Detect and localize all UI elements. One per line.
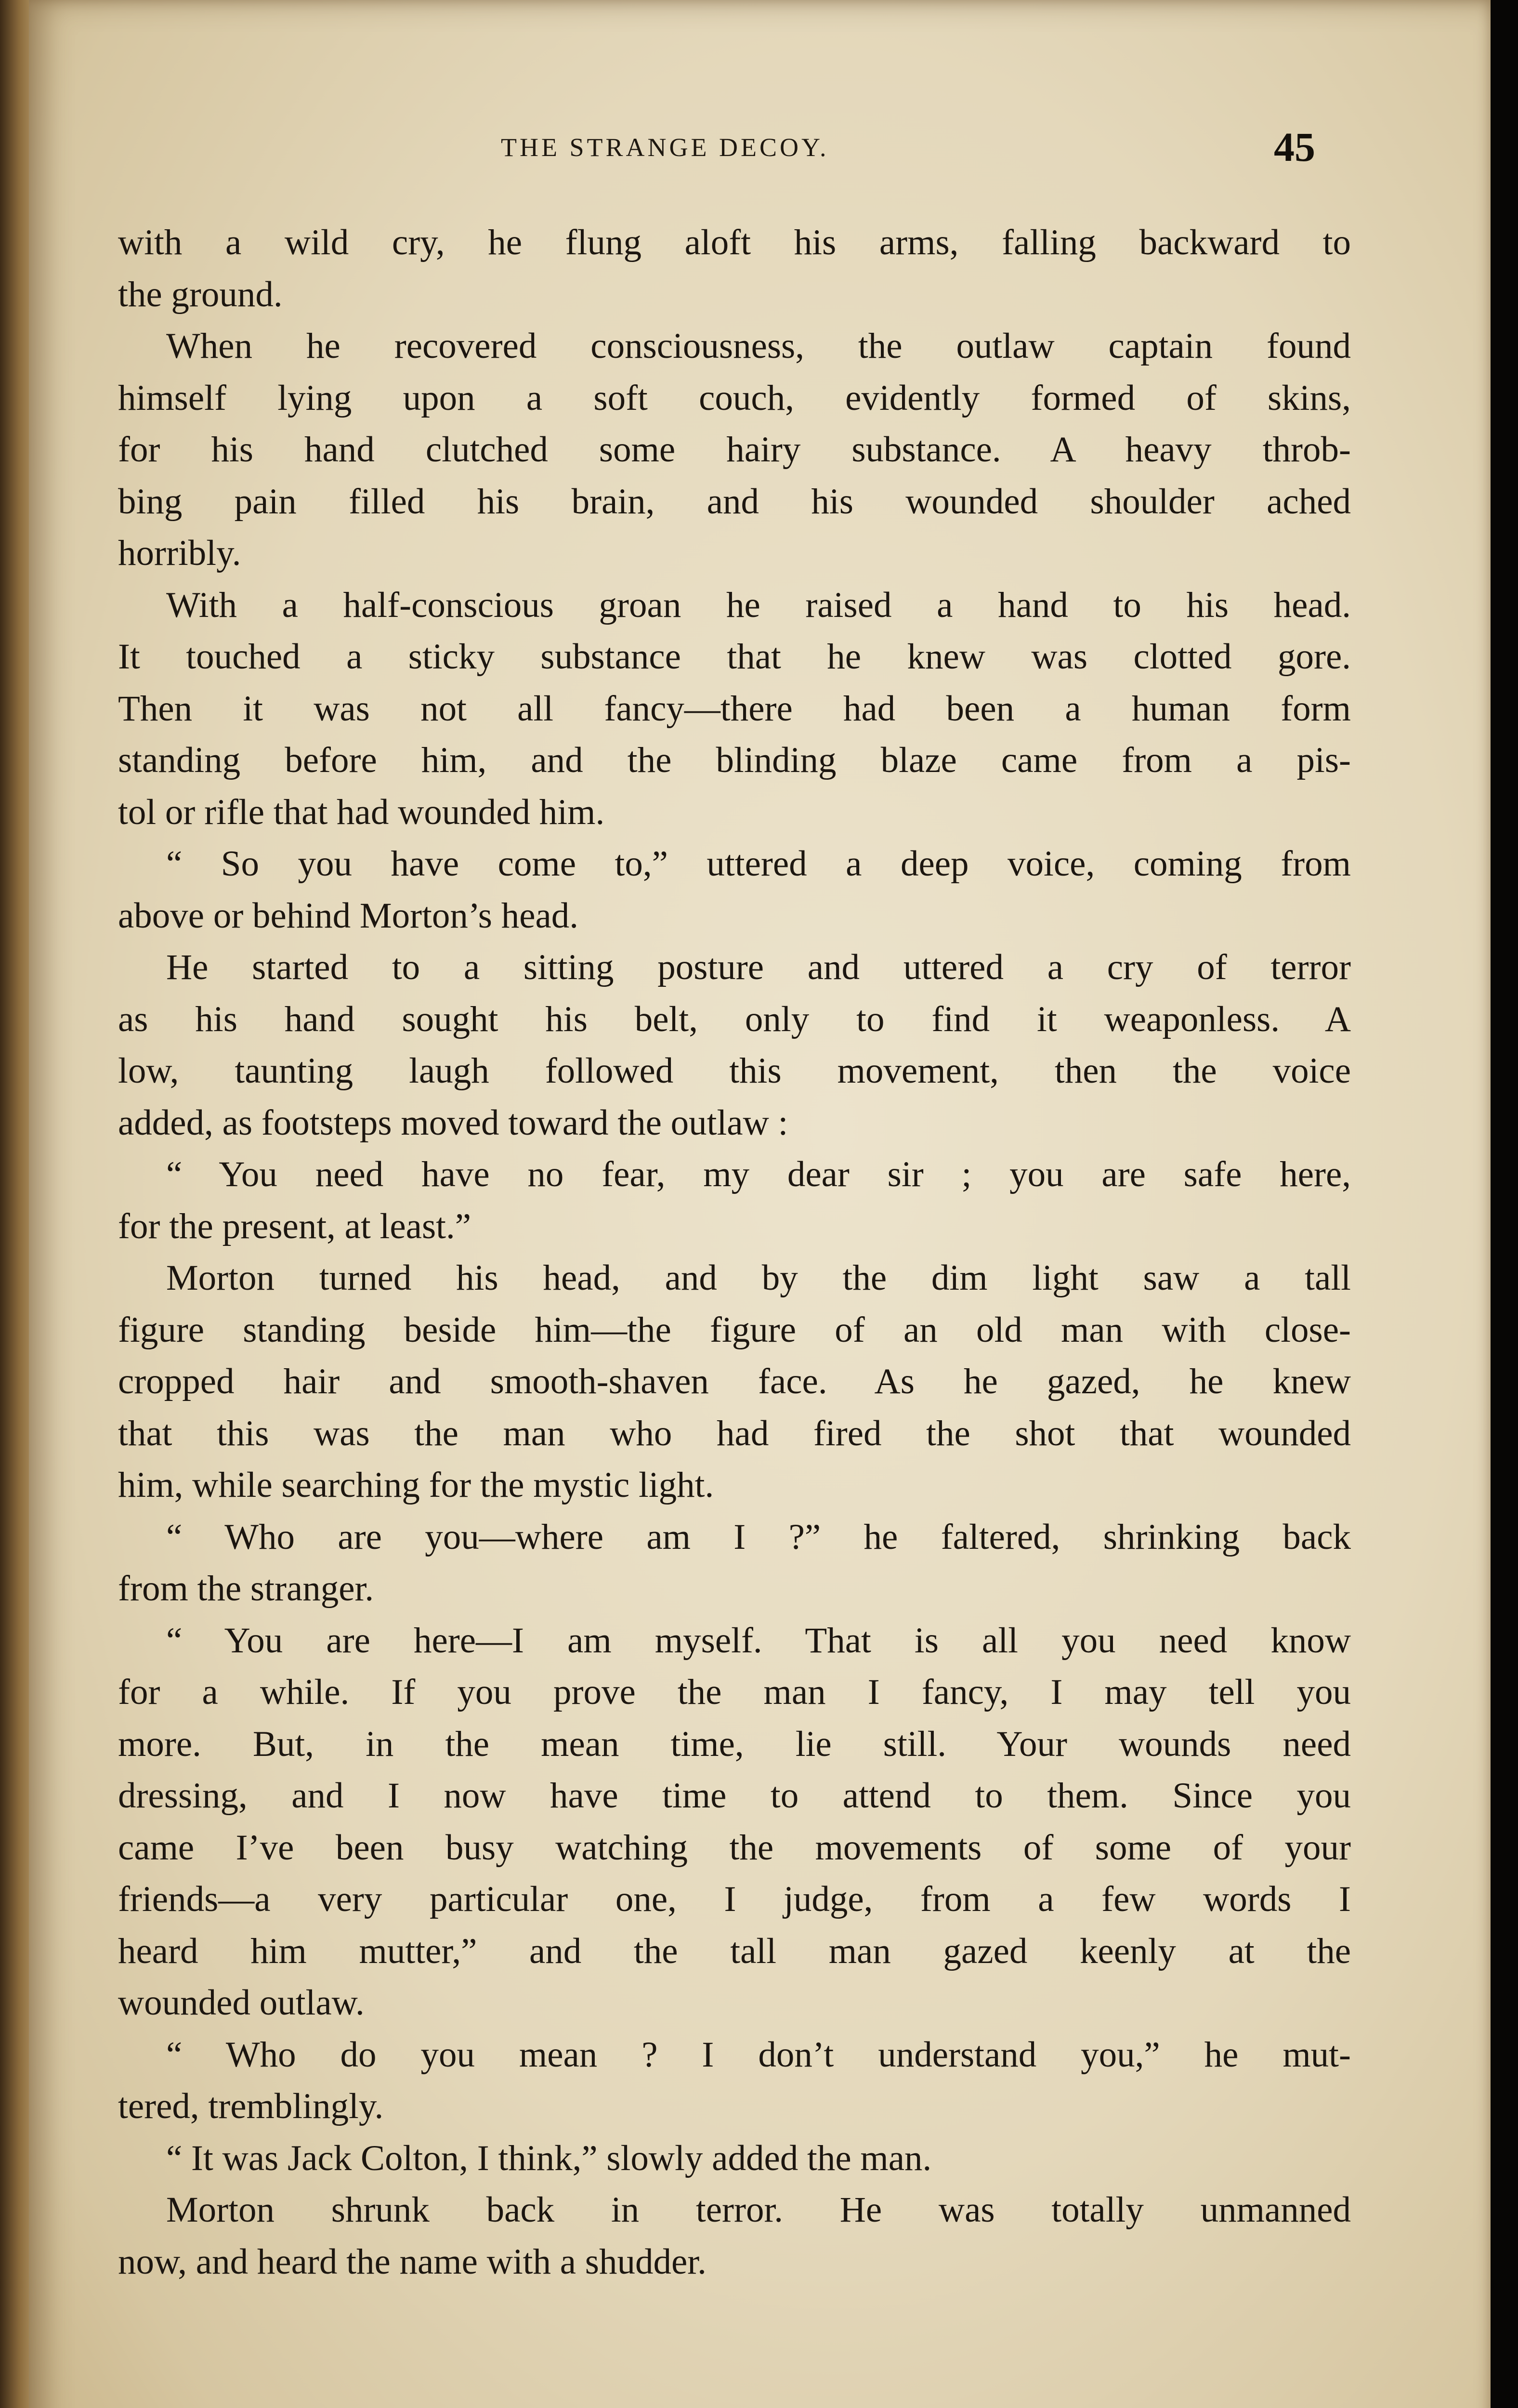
text-line: He started to a sitting posture and uttered a cry of terror bbox=[166, 947, 1351, 987]
page-header bbox=[29, 124, 1491, 176]
text-line: Morton turned his head, and by the dim light saw a tall bbox=[166, 1258, 1351, 1298]
text-line: “ Who do you mean ? I don’t understand you,” he mut- bbox=[166, 2034, 1351, 2075]
text-line: the ground. bbox=[118, 274, 283, 314]
text-line: “ You need have no fear, my dear sir ; you are safe here, bbox=[166, 1154, 1351, 1194]
text-line: for a while. If you prove the man I fancy, I may tell you bbox=[118, 1672, 1351, 1712]
text-line: heard him mutter,” and the tall man gazed keenly at the bbox=[118, 1931, 1351, 1971]
text-line: dressing, and I now have time to attend to them. Since you bbox=[118, 1776, 1351, 1816]
book-page bbox=[29, 0, 1491, 2408]
text-line: him, while searching for the mystic light. bbox=[118, 1465, 714, 1505]
text-line: Then it was not all fancy—there had been a human form bbox=[118, 688, 1351, 729]
text-line: himself lying upon a soft couch, evidently formed of skins, bbox=[118, 378, 1351, 418]
text-line: tered, tremblingly. bbox=[118, 2086, 384, 2126]
text-line: low, taunting laugh followed this movement, then the voice bbox=[118, 1051, 1351, 1091]
text-line: for the present, at least.” bbox=[118, 1206, 471, 1246]
text-line: tol or rifle that had wounded him. bbox=[118, 792, 605, 832]
text-line: friends—a very particular one, I judge, from a few words I bbox=[118, 1879, 1351, 1919]
text-line: “ So you have come to,” uttered a deep voice, coming from bbox=[166, 844, 1351, 884]
page-number: 45 bbox=[1274, 124, 1315, 170]
body-text bbox=[118, 217, 1351, 2288]
text-line: for his hand clutched some hairy substance. A heavy throb- bbox=[118, 430, 1351, 470]
text-line: above or behind Morton’s head. bbox=[118, 895, 579, 936]
text-line: It touched a sticky substance that he knew was clotted gore. bbox=[118, 637, 1351, 677]
text-line: horribly. bbox=[118, 533, 241, 573]
text-line: that this was the man who had fired the shot that wounded bbox=[118, 1413, 1351, 1453]
text-line: added, as footsteps moved toward the outlaw : bbox=[118, 1102, 788, 1143]
running-title: THE STRANGE DECOY. bbox=[501, 133, 829, 162]
text-line: With a half-conscious groan he raised a hand to his head. bbox=[166, 585, 1351, 625]
text-line: “ Who are you—where am I ?” he faltered, shrinking back bbox=[166, 1517, 1351, 1557]
text-line: figure standing beside him—the figure of an old man with close- bbox=[118, 1309, 1351, 1350]
text-line: Morton shrunk back in terror. He was totally unmanned bbox=[166, 2190, 1351, 2230]
text-line: now, and heard the name with a shudder. bbox=[118, 2241, 707, 2282]
text-line: bing pain filled his brain, and his wounded shoulder ached bbox=[118, 481, 1351, 522]
text-line: more. But, in the mean time, lie still. Your wounds need bbox=[118, 1724, 1351, 1764]
text-line: standing before him, and the blinding blaze came from a pis- bbox=[118, 740, 1351, 780]
text-line: wounded outlaw. bbox=[118, 1983, 365, 2023]
text-line: from the stranger. bbox=[118, 1569, 374, 1609]
text-line: came I’ve been busy watching the movements of some of your bbox=[118, 1827, 1351, 1868]
text-line: with a wild cry, he flung aloft his arms, falling backward to bbox=[118, 222, 1351, 262]
text-line: as his hand sought his belt, only to find it weaponless. A bbox=[118, 999, 1351, 1039]
text-line: cropped hair and smooth-shaven face. As he gazed, he knew bbox=[118, 1361, 1351, 1401]
text-line: “ It was Jack Colton, I think,” slowly added the man. bbox=[166, 2138, 932, 2178]
text-line: When he recovered consciousness, the outlaw captain found bbox=[166, 326, 1351, 366]
text-line: “ You are here—I am myself. That is all you need know bbox=[166, 1620, 1351, 1661]
